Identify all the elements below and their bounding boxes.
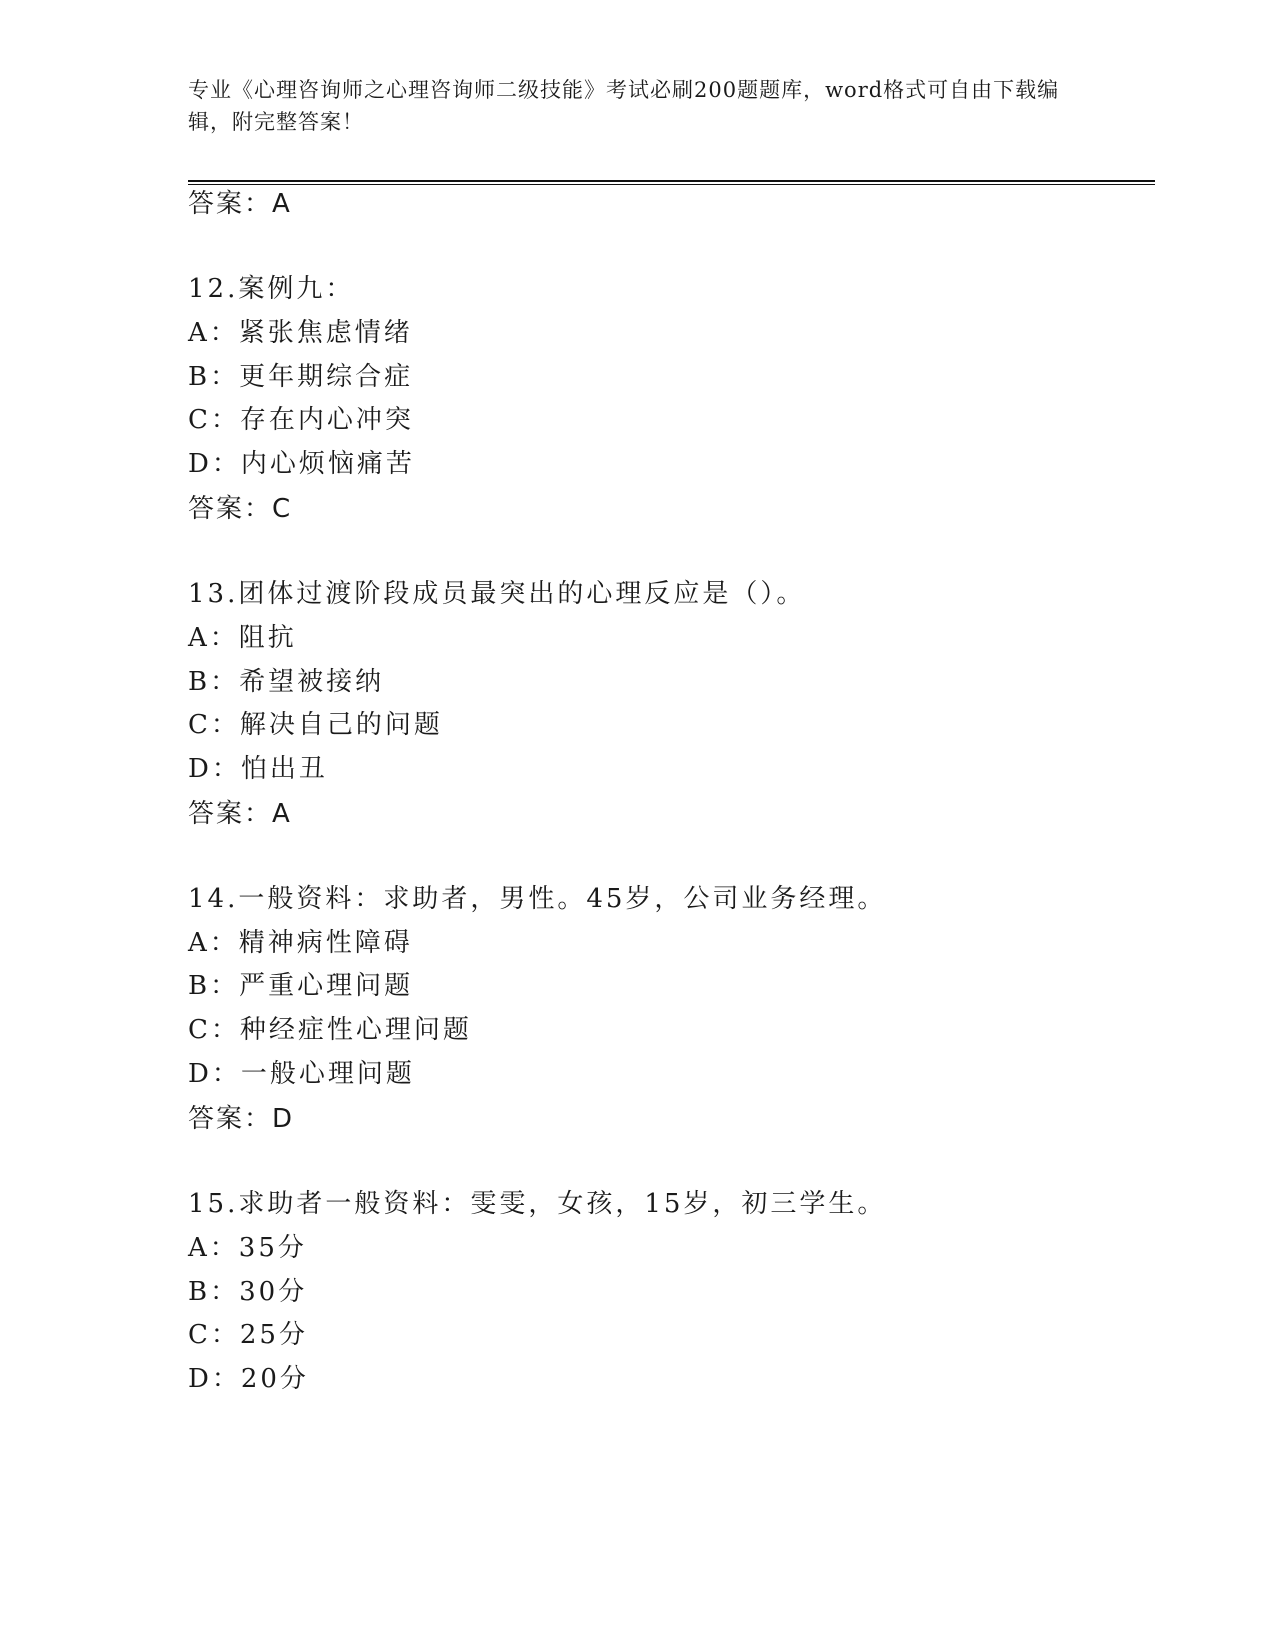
header-divider [188, 180, 1155, 182]
option-c: C：存在内心冲突 [188, 405, 414, 435]
question-stem: 15.求助者一般资料：雯雯，女孩，15岁，初三学生。 [188, 1189, 887, 1219]
option-c: C：种经症性心理问题 [188, 1015, 472, 1045]
answer-line: 答案：A [188, 799, 292, 829]
option-a: A：精神病性障碍 [188, 928, 413, 958]
option-b: B：严重心理问题 [188, 971, 414, 1001]
option-a: A：阻抗 [188, 623, 297, 653]
option-d: D：20分 [188, 1364, 309, 1394]
option-d: D：一般心理问题 [188, 1059, 415, 1089]
answer-line: 答案：A [188, 189, 292, 219]
option-c: C：解决自己的问题 [188, 710, 443, 740]
option-b: B：30分 [188, 1277, 308, 1307]
option-c: C：25分 [188, 1320, 308, 1350]
question-stem: 12.案例九： [188, 274, 355, 304]
document-header: 专业《心理咨询师之心理咨询师二级技能》考试必刷200题题库，word格式可自由下载编辑，附完整答案！ [188, 78, 1060, 134]
answer-line: 答案：D [188, 1104, 295, 1134]
option-b: B：希望被接纳 [188, 667, 385, 697]
option-d: D：怕出丑 [188, 754, 328, 784]
option-d: D：内心烦恼痛苦 [188, 449, 415, 479]
option-a: A：紧张焦虑情绪 [188, 318, 413, 348]
option-b: B：更年期综合症 [188, 362, 414, 392]
answer-line: 答案：C [188, 494, 293, 524]
question-stem: 14.一般资料：求助者，男性。45岁，公司业务经理。 [188, 884, 887, 914]
option-a: A：35分 [188, 1233, 307, 1263]
question-stem: 13.团体过渡阶段成员最突出的心理反应是（）。 [188, 579, 806, 609]
header-divider-thin [188, 184, 1155, 185]
